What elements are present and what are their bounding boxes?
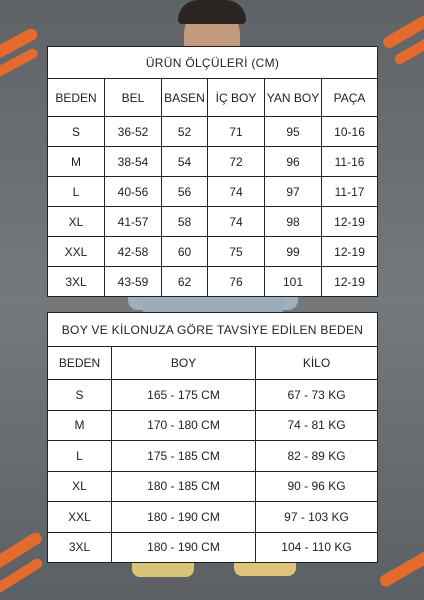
table-cell: 180 - 185 CM bbox=[112, 471, 256, 502]
table-row bbox=[48, 380, 378, 411]
table-cell: 56 bbox=[162, 177, 208, 207]
table-cell: 12-19 bbox=[322, 237, 378, 267]
table-cell: 180 - 190 CM bbox=[112, 532, 256, 563]
table-cell: XXL bbox=[48, 502, 112, 533]
table-cell: 101 bbox=[265, 267, 322, 297]
table-row bbox=[48, 147, 378, 177]
table-row bbox=[48, 441, 378, 472]
table-cell: 12-19 bbox=[322, 267, 378, 297]
table-row bbox=[48, 177, 378, 207]
table-row bbox=[48, 207, 378, 237]
col-header-kilo: KİLO bbox=[256, 347, 378, 380]
table-row bbox=[48, 410, 378, 441]
col-header-beden: BEDEN bbox=[48, 79, 105, 117]
table-cell: 165 - 175 CM bbox=[112, 380, 256, 411]
table-cell: 43-59 bbox=[105, 267, 162, 297]
table-cell: S bbox=[48, 380, 112, 411]
table-cell: 62 bbox=[162, 267, 208, 297]
table-cell: 11-17 bbox=[322, 177, 378, 207]
table-row bbox=[48, 267, 378, 297]
size-table bbox=[47, 46, 378, 297]
table-cell: 170 - 180 CM bbox=[112, 410, 256, 441]
table-cell: 74 - 81 KG bbox=[256, 410, 378, 441]
table-cell: 72 bbox=[208, 147, 265, 177]
table-cell: L bbox=[48, 177, 105, 207]
table-cell: 97 - 103 KG bbox=[256, 502, 378, 533]
table-cell: XL bbox=[48, 207, 105, 237]
table-row bbox=[48, 471, 378, 502]
table-cell: L bbox=[48, 441, 112, 472]
table-row bbox=[48, 502, 378, 533]
col-header-beden: BEDEN bbox=[48, 347, 112, 380]
table-row bbox=[48, 532, 378, 563]
recommend-table-panel bbox=[47, 312, 377, 563]
table-cell: 3XL bbox=[48, 532, 112, 563]
table-cell: 12-19 bbox=[322, 207, 378, 237]
table-cell: 3XL bbox=[48, 267, 105, 297]
table-cell: 74 bbox=[208, 177, 265, 207]
table-cell: 82 - 89 KG bbox=[256, 441, 378, 472]
table-cell: S bbox=[48, 117, 105, 147]
recommend-table-title: BOY VE KİLONUZA GÖRE TAVSİYE EDİLEN BEDEN bbox=[48, 313, 378, 347]
table-cell: M bbox=[48, 410, 112, 441]
table-cell: M bbox=[48, 147, 105, 177]
table-cell: 96 bbox=[265, 147, 322, 177]
table-cell: 104 - 110 KG bbox=[256, 532, 378, 563]
table-cell: 11-16 bbox=[322, 147, 378, 177]
table-cell: 90 - 96 KG bbox=[256, 471, 378, 502]
table-cell: 36-52 bbox=[105, 117, 162, 147]
table-cell: 99 bbox=[265, 237, 322, 267]
col-header-yan-boy: YAN BOY bbox=[265, 79, 322, 117]
table-cell: 175 - 185 CM bbox=[112, 441, 256, 472]
col-header-boy: BOY bbox=[112, 347, 256, 380]
table-cell: 67 - 73 KG bbox=[256, 380, 378, 411]
table-cell: 76 bbox=[208, 267, 265, 297]
table-cell: 180 - 190 CM bbox=[112, 502, 256, 533]
table-cell: XXL bbox=[48, 237, 105, 267]
table-cell: 41-57 bbox=[105, 207, 162, 237]
recommend-table bbox=[47, 312, 378, 563]
table-row bbox=[48, 117, 378, 147]
col-header-bel: BEL bbox=[105, 79, 162, 117]
table-cell: 38-54 bbox=[105, 147, 162, 177]
table-cell: 74 bbox=[208, 207, 265, 237]
size-table-panel bbox=[47, 46, 377, 297]
table-cell: 54 bbox=[162, 147, 208, 177]
table-cell: 58 bbox=[162, 207, 208, 237]
table-cell: 97 bbox=[265, 177, 322, 207]
size-table-title: ÜRÜN ÖLÇÜLERİ (CM) bbox=[48, 47, 378, 79]
table-cell: 71 bbox=[208, 117, 265, 147]
table-cell: 42-58 bbox=[105, 237, 162, 267]
table-cell: 60 bbox=[162, 237, 208, 267]
table-cell: XL bbox=[48, 471, 112, 502]
col-header-ic-boy: İÇ BOY bbox=[208, 79, 265, 117]
table-cell: 75 bbox=[208, 237, 265, 267]
table-cell: 10-16 bbox=[322, 117, 378, 147]
table-cell: 98 bbox=[265, 207, 322, 237]
table-cell: 40-56 bbox=[105, 177, 162, 207]
col-header-paca: PAÇA bbox=[322, 79, 378, 117]
table-row bbox=[48, 237, 378, 267]
table-cell: 95 bbox=[265, 117, 322, 147]
col-header-basen: BASEN bbox=[162, 79, 208, 117]
table-cell: 52 bbox=[162, 117, 208, 147]
